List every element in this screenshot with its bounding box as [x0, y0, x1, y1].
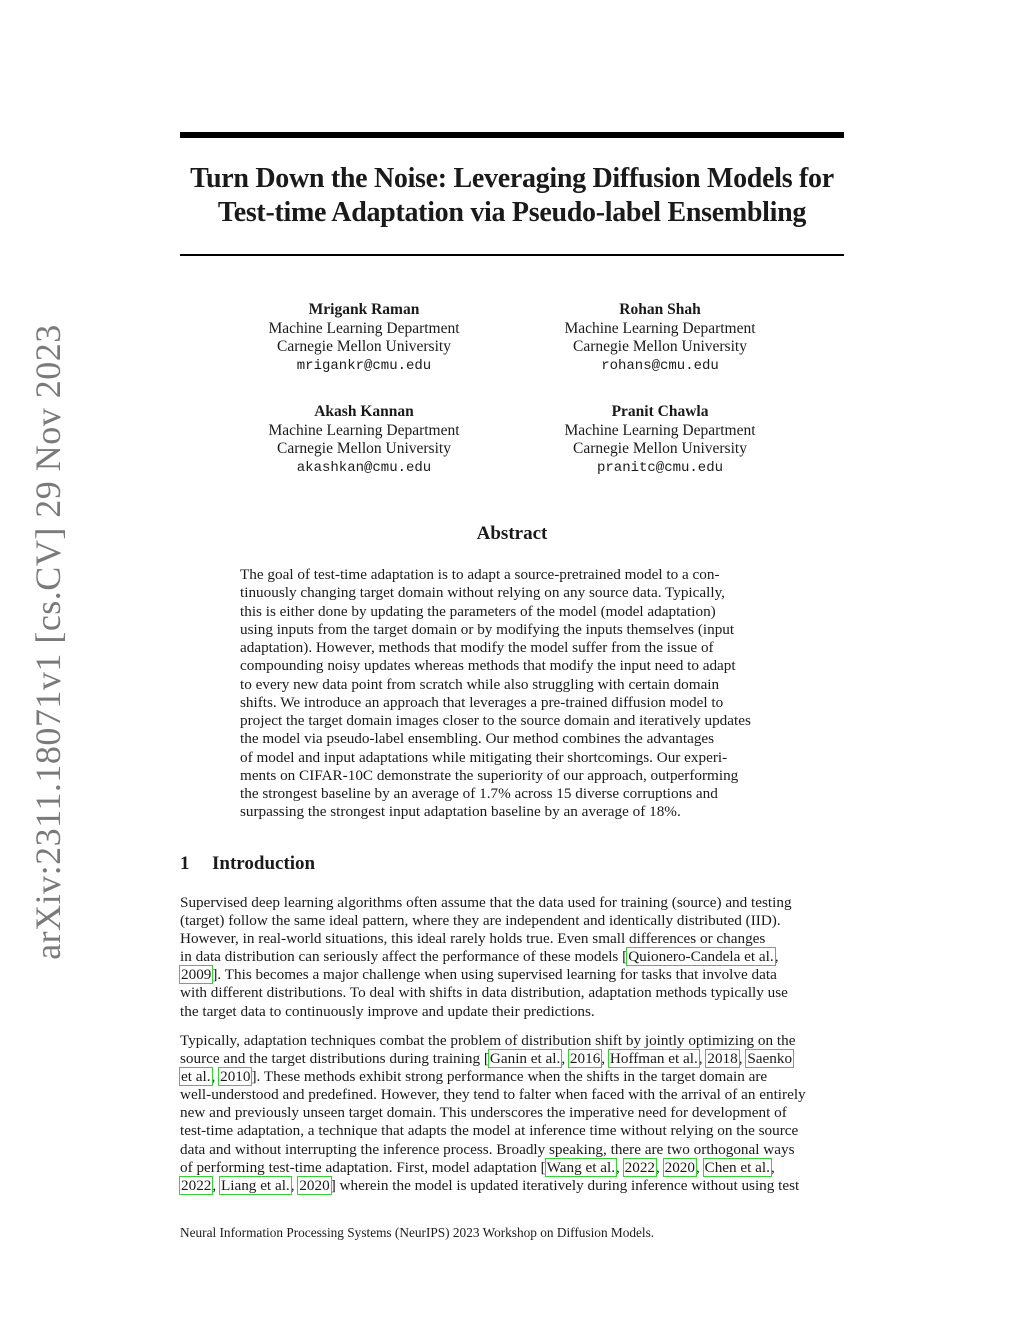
abstract-line: using inputs from the target domain or by modifying the inputs themselves (input [240, 620, 735, 638]
author-block-4 [500, 403, 820, 477]
arxiv-identifier-text: arXiv:2311.18071v1 [cs.CV] 29 Nov 2023 [28, 324, 69, 960]
citation-separator: , [770, 1158, 775, 1176]
abstract-line: adaptation). However, methods that modify the model suffer from the issue of [240, 639, 714, 656]
paragraph-line: Supervised deep learning algorithms often assume that the data used for training (source) and testing [180, 894, 792, 911]
paragraph-text: , [774, 948, 779, 966]
citation-link[interactable]: Liang et al. [220, 1176, 290, 1194]
paragraph-line: well-understood and predefined. However, they tend to falter when faced with the arrival of an entirely [180, 1086, 806, 1104]
paragraph-text: ]. These methods exhibit strong performance when the shifts in the target domain are [251, 1068, 768, 1086]
arxiv-identifier [28, 324, 69, 960]
citation-separator: , [211, 1068, 220, 1086]
citation-link[interactable]: 2020 [299, 1176, 330, 1194]
paper-title [160, 162, 864, 230]
paragraph-text: in data distribution can seriously affect the performance of these models [ [180, 948, 628, 966]
abstract-line: shifts. We introduce an approach that leverages a pre-trained diffusion model to [240, 693, 724, 711]
paragraph-line: new and previously unseen target domain. This underscores the imperative need for development of [180, 1104, 787, 1122]
author-email[interactable]: pranitc@cmu.edu [596, 459, 724, 476]
citation-separator: , [290, 1176, 299, 1194]
paper-title-line-2: Test-time Adaptation via Pseudo-label Ensembling [217, 197, 807, 228]
citation-link[interactable]: 2022 [624, 1158, 655, 1176]
abstract-line: The goal of test-time adaptation is to adapt a source-pretrained model to a con- [240, 566, 720, 583]
paragraph-line: data and without interrupting the inference process. Broadly speaking, there are two orthogonal ways [180, 1140, 795, 1158]
paragraph-line: test-time adaptation, a technique that adapts the model at inference time without relying on the source [180, 1122, 799, 1140]
citation-link[interactable]: 2010 [220, 1068, 251, 1086]
abstract-heading: Abstract [476, 523, 548, 544]
abstract-line: the model via pseudo-label ensembling. Our method combines the advantages [240, 730, 715, 748]
author-name: Mrigank Raman [308, 301, 420, 318]
author-department: Machine Learning Department [564, 319, 756, 337]
paragraph-line [180, 948, 844, 966]
citation-link[interactable]: Hoffman et al. [609, 1050, 698, 1068]
citation-link[interactable]: 2009 [181, 966, 212, 984]
intro-paragraph-2 [180, 1032, 844, 1195]
author-university: Carnegie Mellon University [573, 440, 747, 457]
paragraph-text: ]. This becomes a major challenge when using supervised learning for tasks that involve data [212, 966, 777, 984]
paragraph-text: source and the target distributions during training [ [180, 1050, 489, 1068]
citation-separator: , [561, 1050, 569, 1068]
author-department: Machine Learning Department [268, 319, 460, 337]
paragraph-text: ] wherein the model is updated iteratively during inference without using test [330, 1176, 800, 1194]
citation-separator: , [656, 1158, 664, 1176]
abstract-line: to every new data point from scratch while also struggling with certain domain [240, 675, 720, 693]
paragraph-line [180, 1050, 844, 1068]
paper-title-line-1: Turn Down the Noise: Leveraging Diffusion Models for [190, 163, 834, 194]
citation-separator: , [698, 1050, 707, 1068]
title-top-rule [180, 132, 844, 138]
citation-link[interactable]: 2022 [181, 1176, 212, 1194]
citation-link[interactable]: Quionero-Candela et al. [628, 948, 774, 966]
author-university: Carnegie Mellon University [277, 440, 451, 457]
paragraph-line [180, 966, 844, 984]
author-email[interactable]: rohans@cmu.edu [601, 357, 719, 374]
abstract-line: compounding noisy updates whereas methods that modify the input need to adapt [240, 657, 736, 675]
citation-separator: , [738, 1050, 747, 1068]
author-name: Rohan Shah [619, 301, 701, 318]
author-email[interactable]: mrigankr@cmu.edu [296, 357, 432, 374]
paragraph-line [180, 1159, 844, 1177]
paragraph-line: (target) follow the same ideal pattern, where they are independent and identically distributed (IID). [180, 912, 781, 930]
author-department: Machine Learning Department [564, 421, 756, 439]
citation-link[interactable]: Ganin et al. [489, 1050, 561, 1068]
author-name: Pranit Chawla [611, 403, 709, 420]
abstract-text [240, 566, 785, 822]
abstract-line: this is either done by updating the parameters of the model (model adaptation) [240, 602, 716, 620]
citation-link[interactable]: Wang et al. [546, 1158, 616, 1176]
intro-paragraph-1 [180, 894, 844, 1021]
author-email[interactable]: akashkan@cmu.edu [296, 459, 432, 476]
paragraph-line: Typically, adaptation techniques combat the problem of distribution shift by jointly optimizing on the [180, 1032, 796, 1049]
abstract-line: surpassing the strongest input adaptation baseline by an average of 18%. [240, 803, 681, 821]
title-bottom-rule [180, 254, 844, 256]
citation-separator: , [601, 1050, 609, 1068]
author-department: Machine Learning Department [268, 421, 460, 439]
abstract-line: of model and input adaptations while mitigating their shortcomings. Our experi- [240, 748, 728, 766]
citation-link[interactable]: Saenko [747, 1050, 793, 1068]
citation-link[interactable]: 2020 [664, 1158, 695, 1176]
paragraph-line [180, 1177, 844, 1195]
paragraph-line: the target data to continuously improve and update their predictions. [180, 1002, 595, 1020]
section-number: 1 [180, 853, 190, 874]
abstract-line: ments on CIFAR-10C demonstrate the superiority of our approach, outperforming [240, 766, 739, 784]
author-block-1 [204, 301, 524, 375]
citation-separator: , [695, 1158, 704, 1176]
citation-link[interactable]: et al. [181, 1068, 211, 1086]
abstract-line: tinuously changing target domain without relying on any source data. Typically, [240, 584, 725, 602]
citation-separator: , [212, 1176, 220, 1194]
paragraph-line: However, in real-world situations, this ideal rarely holds true. Even small differences or changes [180, 930, 766, 948]
citation-link[interactable]: 2018 [707, 1050, 738, 1068]
author-university: Carnegie Mellon University [277, 338, 451, 355]
author-block-2 [500, 301, 820, 375]
author-block-3 [204, 403, 524, 477]
citation-link[interactable]: 2016 [569, 1050, 601, 1068]
citation-link[interactable]: Chen et al. [704, 1158, 770, 1176]
paragraph-line [180, 1068, 844, 1086]
abstract-line: project the target domain images closer to the source domain and iteratively updates [240, 712, 751, 729]
paragraph-line: with different distributions. To deal with shifts in data distribution, adaptation methods typically use [180, 984, 788, 1002]
section-title: Introduction [212, 853, 316, 874]
paragraph-text: of performing test-time adaptation. First, model adaptation [ [180, 1158, 546, 1176]
citation-separator: , [616, 1158, 624, 1176]
section-heading-introduction [180, 853, 315, 875]
abstract-line: the strongest baseline by an average of 1.7% across 15 diverse corruptions and [240, 785, 718, 802]
author-name: Akash Kannan [314, 403, 414, 420]
author-university: Carnegie Mellon University [573, 338, 747, 355]
venue-footnote: Neural Information Processing Systems (NeurIPS) 2023 Workshop on Diffusion Models. [180, 1225, 655, 1240]
